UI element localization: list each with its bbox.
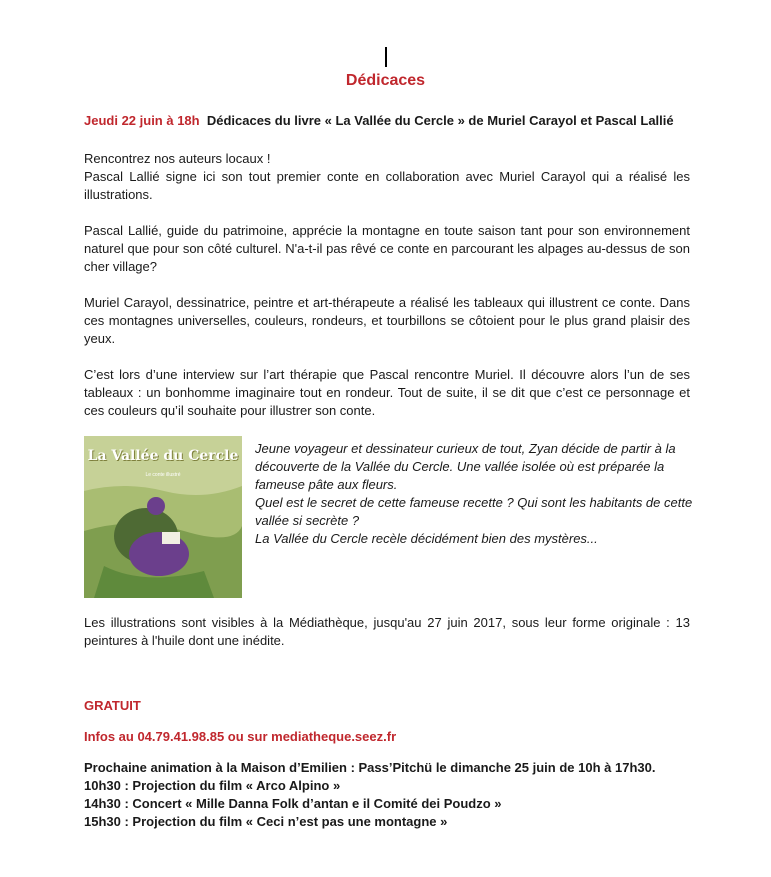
program-intro: Prochaine animation à la Maison d’Emilien : Pass’Pitchü le dimanche 25 juin de 10h à 17h30. — [84, 760, 656, 775]
program-item: 10h30 : Projection du film « Arco Alpino » — [84, 778, 341, 793]
contact-info: Infos au 04.79.41.98.85 ou sur mediatheque.seez.fr — [84, 729, 397, 744]
meeting-paragraph: C’est lors d’une interview sur l’art thérapie que Pascal rencontre Muriel. Il découvre alors l’un de ses tableaux : un bonhomme imaginaire tout en rondeur. Tout de suite, il se dit que c’est ce personnage et ces couleurs qu’il souhaite pour illustrer son conte. — [84, 367, 690, 418]
book-cover-image — [84, 436, 242, 598]
book-cover-subtitle: Le conte illustré — [145, 472, 181, 478]
intro-paragraph: Rencontrez nos auteurs locaux ! Pascal Lallié signe ici son tout premier conte en collaboration avec Muriel Carayol qui a réalisé les illustrations. — [84, 151, 690, 202]
author-paragraph: Pascal Lallié, guide du patrimoine, apprécie la montagne en toute saison tant pour son environnement naturel que pour son côté culturel. N'a-t-il pas rêvé ce conte en parcourant les alpages au-dessus de son cher village? — [84, 223, 690, 274]
page-title: Dédicaces — [345, 72, 426, 89]
event-headline — [84, 113, 704, 128]
illustrator-paragraph: Muriel Carayol, dessinatrice, peintre et art-thérapeute a réalisé les tableaux qui illustrent ce conte. Dans ces montagnes universelles, couleurs, rondeurs, et tourbillons se côtoient pour le plus grand plaisir des yeux. — [84, 295, 690, 346]
free-label: GRATUIT — [84, 698, 141, 713]
book-cover-title: La Vallée du Cercle — [87, 448, 239, 464]
text-cursor — [385, 47, 387, 67]
exhibition-paragraph: Les illustrations sont visibles à la Médiathèque, jusqu'au 27 juin 2017, sous leur forme originale : 13 peintures à l'huile dont une inédite. — [84, 615, 690, 648]
program-item: 14h30 : Concert « Mille Danna Folk d’antan e il Comité dei Poudzo » — [84, 796, 502, 811]
event-description: Dédicaces du livre « La Vallée du Cercle » de Muriel Carayol et Pascal Lallié — [206, 113, 674, 128]
book-blurb: Jeune voyageur et dessinateur curieux de tout, Zyan décide de partir à la découverte de la Vallée du Cercle. Une vallée isolée où est préparée la fameuse pâte aux fleurs. Quel est le secret de cette fameuse recette ? Qui sont les habitants de cette vallée si secrète ? La Vallée du Cercle recèle décidément bien des mystères... — [255, 441, 693, 546]
program-item: 15h30 : Projection du film « Ceci n’est pas une montagne » — [84, 814, 448, 829]
event-date: Jeudi 22 juin à 18h — [84, 113, 200, 128]
